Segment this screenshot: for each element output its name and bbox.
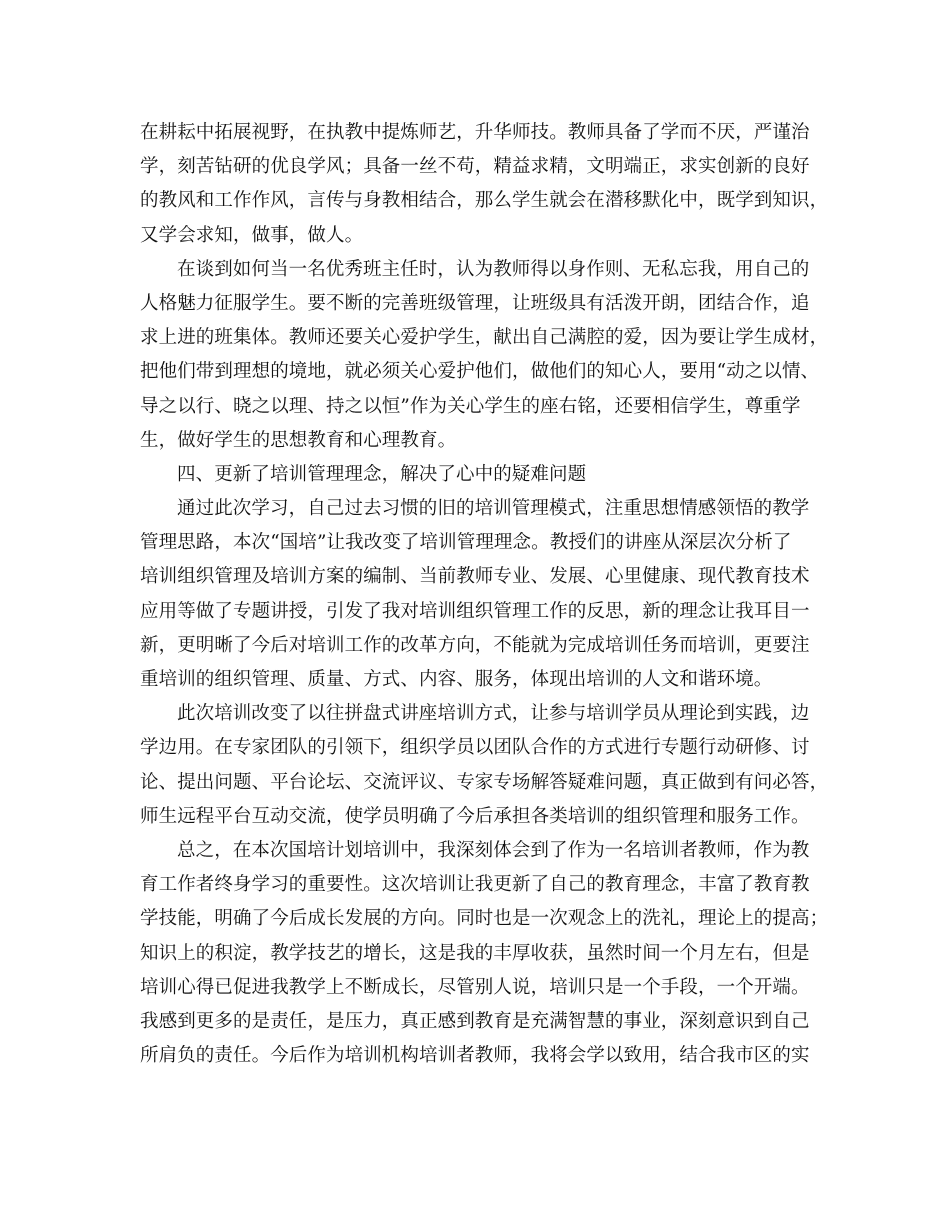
text-line: 求上进的班集体。教师还要关心爱护学生，献出自己满腔的爱，因为要让学生成材， xyxy=(140,327,829,349)
text-line: 人格魅力征服学生。要不断的完善班级管理，让班级具有活泼开朗，团结合作，追 xyxy=(140,292,810,314)
text-line: 在耕耘中拓展视野，在执教中提炼师艺，升华师技。教师具备了学而不厌，严谨治 xyxy=(140,122,810,143)
text-line: 导之以行、晓之以理、持之以恒”作为关心学生的座右铭，还要相信学生，尊重学 xyxy=(140,395,801,417)
text-line: 管理思路，本次“国培”让我改变了培训管理理念。教授们的讲座从深层次分析了 xyxy=(140,532,792,554)
text-line: 培训心得已促进我教学上不断成长，尽管别人说，培训只是一个手段，一个开端。 xyxy=(140,976,810,998)
text-line: 师生远程平台互动交流，使学员明确了今后承担各类培训的组织管理和服务工作。 xyxy=(140,805,810,827)
text-line: 此次培训改变了以往拼盘式讲座培训方式，让参与培训学员从理论到实践，边 xyxy=(177,703,810,725)
text-line: 学边用。在专家团队的引领下，组织学员以团队合作的方式进行专题行动研修、讨 xyxy=(140,737,810,759)
text-line: 生，做好学生的思想教育和心理教育。 xyxy=(140,429,457,451)
text-line: 把他们带到理想的境地，就必须关心爱护他们，做他们的知心人，要用“动之以情、 xyxy=(140,361,820,383)
text-line: 通过此次学习，自己过去习惯的旧的培训管理模式，注重思想情感领悟的教学 xyxy=(177,498,810,520)
text-line: 应用等做了专题讲授，引发了我对培训组织管理工作的反思，新的理念让我耳目一 xyxy=(140,600,810,622)
text-line: 学技能，明确了今后成长发展的方向。同时也是一次观念上的洗礼，理论上的提高； xyxy=(140,908,829,930)
text-line: 新，更明晰了今后对培训工作的改革方向，不能就为完成培训任务而培训，更要注 xyxy=(140,634,810,656)
text-line: 在谈到如何当一名优秀班主任时，认为教师得以身作则、无私忘我，用自己的 xyxy=(177,258,810,280)
text-line: 的教风和工作作风，言传与身教相结合，那么学生就会在潜移默化中，既学到知识， xyxy=(140,190,829,212)
text-line: 总之，在本次国培计划培训中，我深刻体会到了作为一名培训者教师，作为教 xyxy=(177,839,810,861)
text-line: 培训组织管理及培训方案的编制、当前教师专业、发展、心里健康、现代教育技术 xyxy=(140,566,810,588)
text-line: 四、更新了培训管理理念，解决了心中的疑难问题 xyxy=(177,463,587,485)
text-line: 知识上的积淀，教学技艺的增长，这是我的丰厚收获，虽然时间一个月左右，但是 xyxy=(140,942,810,964)
text-line: 又学会求知，做事，做人。 xyxy=(140,224,364,246)
text-line: 所肩负的责任。今后作为培训机构培训者教师，我将会学以致用，结合我市区的实 xyxy=(140,1045,810,1067)
text-line: 我感到更多的是责任，是压力，真正感到教育是充满智慧的事业，深刻意识到自己 xyxy=(140,1010,810,1032)
text-line: 学，刻苦钻研的优良学风；具备一丝不苟，精益求精，文明端正，求实创新的良好 xyxy=(140,156,810,178)
text-line: 论、提出问题、平台论坛、交流评议、专家专场解答疑难问题，真正做到有问必答， xyxy=(140,771,829,793)
document-body xyxy=(140,116,829,1073)
text-line: 重培训的组织管理、质量、方式、内容、服务，体现出培训的人文和谐环境。 xyxy=(140,669,773,690)
text-line: 育工作者终身学习的重要性。这次培训让我更新了自己的教育理念，丰富了教育教 xyxy=(140,874,810,896)
